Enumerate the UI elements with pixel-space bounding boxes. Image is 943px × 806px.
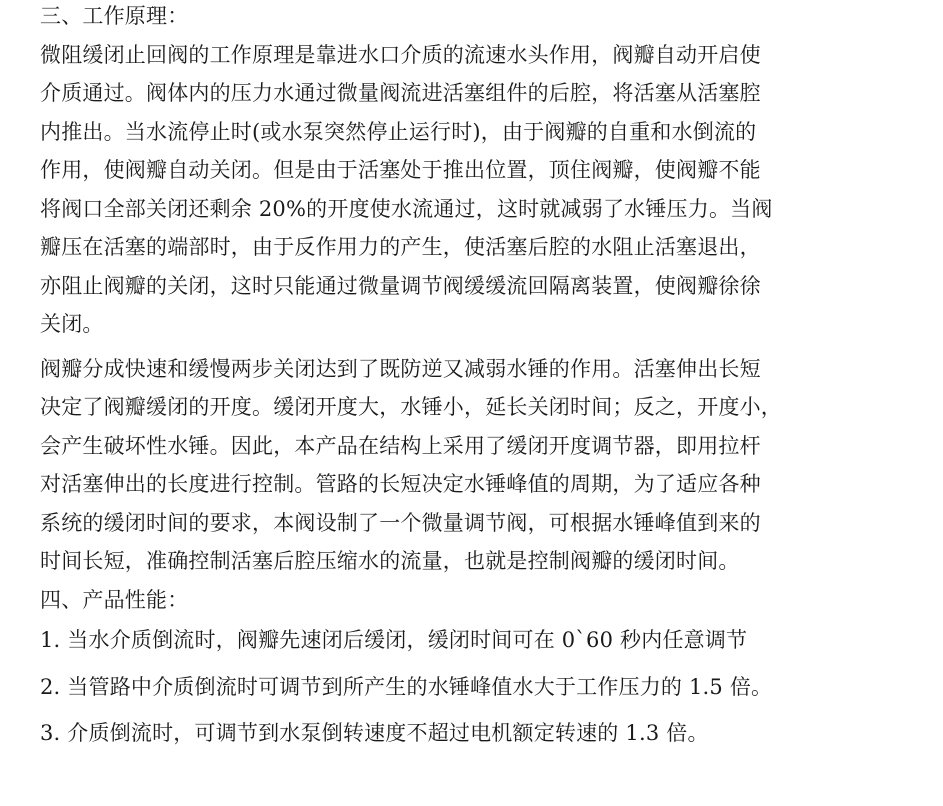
paragraph-1-line-7: 亦阻止阀瓣的关闭，这时只能通过微量调节阀缓缓流回隔离装置，使阀瓣徐徐 [40,273,761,298]
paragraph-2-line-5: 系统的缓闭时间的要求，本阀设制了一个微量调节阀，可根据水锤峰值到来的 [40,510,761,535]
paragraph-1-line-4: 作用，使阀瓣自动关闭。但是由于活塞处于推出位置，顶住阀瓣，使阀瓣不能 [40,158,761,182]
paragraph-1-line-3: 内推出。当水流停止时(或水泵突然停止运行时)，由于阀瓣的自重和水倒流的 [40,119,757,144]
paragraph-2-line-3: 会产生破坏性水锤。因此，本产品在结构上采用了缓闭开度调节器，即用拉杆 [40,433,761,458]
performance-item-3: 3. 介质倒流时，可调节到水泵倒转速度不超过电机额定转速的 1.3 倍。 [40,721,709,745]
performance-item-2: 2. 当管路中介质倒流时可调节到所产生的水锤峰值水大于工作压力的 1.5 倍。 [40,674,773,699]
paragraph-2-line-6: 时间长短，准确控制活塞后腔压缩水的流量，也就是控制阀瓣的缓闭时间。 [40,549,740,573]
paragraph-1-line-8: 关闭。 [40,312,104,336]
section-4-list [40,621,920,753]
section-3-heading: 三、工作原理： [40,4,189,28]
paragraph-2-line-2: 决定了阀瓣缓闭的开度。缓闭开度大，水锤小，延长关闭时间；反之，开度小， [40,395,782,419]
performance-item-1: 1. 当水介质倒流时，阀瓣先速闭后缓闭，缓闭时间可在 0`60 秒内任意调节 [40,628,748,652]
section-4-heading: 四、产品性能： [40,587,189,612]
paragraph-1-line-2: 介质通过。阀体内的压力水通过微量阀流进活塞组件的后腔，将活塞从活塞腔 [40,81,761,105]
paragraph-2-line-4: 对活塞伸出的长度进行控制。管路的长短决定水锤峰值的周期，为了适应各种 [40,472,761,496]
paragraph-1-line-6: 瓣压在活塞的端部时，由于反作用力的产生，使活塞后腔的水阻止活塞退出， [40,235,761,259]
paragraph-1-line-5: 将阀口全部关闭还剩余 20%的开度使水流通过，这时就减弱了水锤压力。当阀 [40,196,773,221]
paragraph-2-line-1: 阀瓣分成快速和缓慢两步关闭达到了既防逆又减弱水锤的作用。活塞伸出长短 [40,356,761,381]
section-3-paragraph-2 [40,350,920,581]
paragraph-1-line-1: 微阻缓闭止回阀的工作原理是靠进水口介质的流速水头作用，阀瓣自动开启使 [40,42,761,67]
section-3-paragraph-1 [40,36,920,344]
document-page [40,0,920,753]
